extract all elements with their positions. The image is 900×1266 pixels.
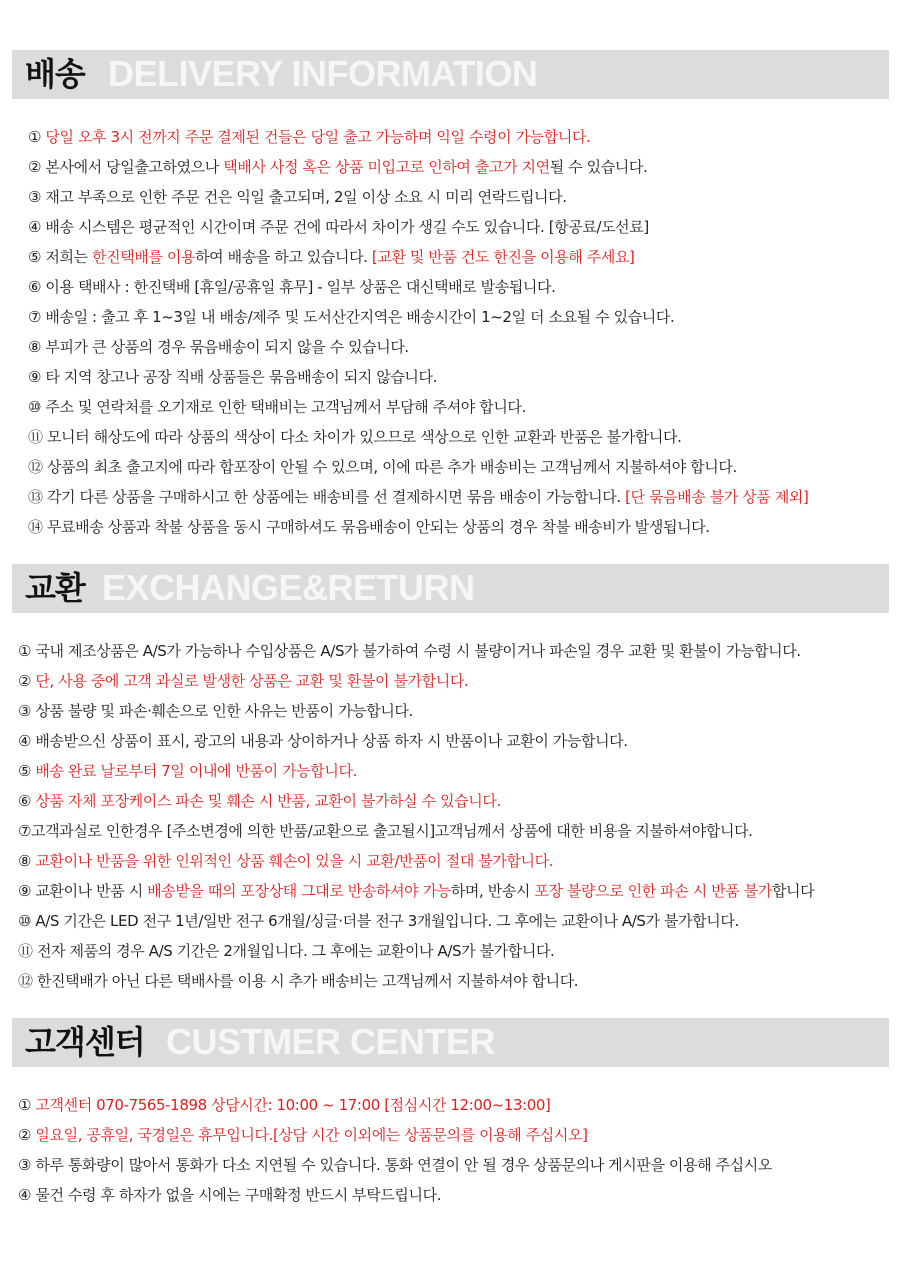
item-text: ② 본사에서 당일출고하였으나 xyxy=(28,158,224,176)
list-item xyxy=(28,482,808,512)
delivery-title-en: DELIVERY INFORMATION xyxy=(108,53,538,94)
item-text: ⑪ 모니터 해상도에 따라 상품의 색상이 다소 차이가 있으므로 색상으로 인한 교환과 반품은 불가합니다. xyxy=(28,428,682,446)
highlight-text: 당일 오후 3시 전까지 주문 결제된 건들은 당일 출고 가능하며 익일 수령이 가능합니다. xyxy=(45,128,591,146)
item-text: ② xyxy=(18,672,36,690)
exchange-list xyxy=(18,636,814,996)
item-text: ⑬ 각기 다른 상품을 구매하시고 한 상품에는 배송비를 선 결제하시면 묶음 배송이 가능합니다. xyxy=(28,488,626,506)
delivery-section-header xyxy=(12,50,889,99)
list-item xyxy=(18,786,814,816)
list-item xyxy=(28,362,808,392)
list-item xyxy=(28,272,808,302)
list-item xyxy=(18,1180,772,1210)
item-text: ⑥ 이용 택배사 : 한진택배 [휴일/공휴일 휴무] - 일부 상품은 대신택배로 발송됩니다. xyxy=(28,278,556,296)
exchange-title-en: EXCHANGE&RETURN xyxy=(102,567,475,608)
list-item xyxy=(18,1150,772,1180)
item-text: ⑤ xyxy=(18,762,36,780)
list-item xyxy=(18,816,814,846)
item-text: ④ 배송받으신 상품이 표시, 광고의 내용과 상이하거나 상품 하자 시 반품이나 교환이 가능합니다. xyxy=(18,732,628,750)
item-text: ① 국내 제조상품은 A/S가 가능하나 수입상품은 A/S가 불가하여 수령 시 불량이거나 파손일 경우 교환 및 환불이 가능합니다. xyxy=(18,642,801,660)
list-item xyxy=(28,242,808,272)
item-text: ⑦ 배송일 : 출고 후 1~3일 내 배송/제주 및 도서산간지역은 배송시간이 1~2일 더 소요될 수 있습니다. xyxy=(28,308,675,326)
item-text: ⑫ 상품의 최초 출고지에 따라 합포장이 안될 수 있으며, 이에 따른 추가 배송비는 고객님께서 지불하셔야 합니다. xyxy=(28,458,737,476)
list-item xyxy=(28,152,808,182)
item-text: ⑩ A/S 기간은 LED 전구 1년/일반 전구 6개월/싱글·더블 전구 3개월입니다. 그 후에는 교환이나 A/S가 불가합니다. xyxy=(18,912,739,930)
center-title-en: CUSTMER CENTER xyxy=(166,1021,496,1062)
delivery-title-ko: 배송 xyxy=(25,55,85,93)
list-item xyxy=(28,212,808,242)
list-item xyxy=(18,1120,772,1150)
item-text: ⑥ xyxy=(18,792,36,810)
item-text: ③ 재고 부족으로 인한 주문 건은 익일 출고되며, 2일 이상 소요 시 미리 연락드립니다. xyxy=(28,188,567,206)
center-section-header xyxy=(12,1018,889,1067)
highlight-text: 한진택배를 이용 xyxy=(92,248,196,266)
highlight-text: 포장 불량으로 인한 파손 시 반품 불가 xyxy=(534,882,772,900)
list-item xyxy=(18,1090,772,1120)
list-item xyxy=(18,936,814,966)
list-item xyxy=(18,906,814,936)
item-text: 하여 배송을 하고 있습니다. xyxy=(195,248,372,266)
center-list xyxy=(18,1090,772,1210)
list-item xyxy=(28,422,808,452)
highlight-text: 택배사 사정 혹은 상품 미입고로 인하여 출고가 지연 xyxy=(223,158,550,176)
list-item xyxy=(18,726,814,756)
item-text: ① xyxy=(18,1096,36,1114)
item-text: ⑨ 타 지역 창고나 공장 직배 상품들은 묶음배송이 되지 않습니다. xyxy=(28,368,437,386)
highlight-text: 고객센터 070-7565-1898 상담시간: 10:00 ~ 17:00 [점심시간 12:00~13:00] xyxy=(35,1096,551,1114)
center-title-ko: 고객센터 xyxy=(25,1023,145,1061)
item-text: ⑧ xyxy=(18,852,36,870)
list-item xyxy=(28,122,808,152)
delivery-list xyxy=(28,122,808,542)
item-text: ⑦고객과실로 인한경우 [주소변경에 의한 반품/교환으로 출고될시]고객님께서 상품에 대한 비용을 지불하셔야합니다. xyxy=(18,822,753,840)
item-text: ⑫ 한진택배가 아닌 다른 택배사를 이용 시 추가 배송비는 고객님께서 지불하셔야 합니다. xyxy=(18,972,579,990)
item-text: ④ 배송 시스템은 평균적인 시간이며 주문 건에 따라서 차이가 생길 수도 있습니다. [항공료/도선료] xyxy=(28,218,649,236)
highlight-text: 상품 자체 포장케이스 파손 및 훼손 시 반품, 교환이 불가하실 수 있습니다. xyxy=(35,792,501,810)
item-text: ⑩ 주소 및 연락처를 오기재로 인한 택배비는 고객님께서 부담해 주셔야 합니다. xyxy=(28,398,526,416)
item-text: 될 수 있습니다. xyxy=(549,158,648,176)
list-item xyxy=(18,696,814,726)
list-item xyxy=(18,636,814,666)
item-text: ⑭ 무료배송 상품과 착불 상품을 동시 구매하셔도 묶음배송이 안되는 상품의 경우 착불 배송비가 발생됩니다. xyxy=(28,518,710,536)
item-text: ④ 물건 수령 후 하자가 없을 시에는 구매확정 반드시 부탁드립니다. xyxy=(18,1186,442,1204)
list-item xyxy=(28,182,808,212)
list-item xyxy=(18,756,814,786)
exchange-section-header xyxy=(12,564,889,613)
highlight-text: 배송받을 때의 포장상태 그대로 반송하셔야 가능 xyxy=(147,882,451,900)
item-text: ③ 상품 불량 및 파손·훼손으로 인한 사유는 반품이 가능합니다. xyxy=(18,702,413,720)
item-text: ⑧ 부피가 큰 상품의 경우 묶음배송이 되지 않을 수 있습니다. xyxy=(28,338,409,356)
highlight-text: [단 묶음배송 불가 상품 제외] xyxy=(625,488,809,506)
list-item xyxy=(18,876,814,906)
list-item xyxy=(28,302,808,332)
list-item xyxy=(18,966,814,996)
highlight-text: 교환이나 반품을 위한 인위적인 상품 훼손이 있을 시 교환/반품이 절대 불가합니다. xyxy=(35,852,554,870)
highlight-text: 배송 완료 날로부터 7일 이내에 반품이 가능합니다. xyxy=(35,762,357,780)
list-item xyxy=(28,392,808,422)
highlight-text: 일요일, 공휴일, 국경일은 휴무입니다.[상담 시간 이외에는 상품문의를 이용해 주십시오] xyxy=(35,1126,588,1144)
list-item xyxy=(28,452,808,482)
highlight-text: [교환 및 반품 건도 한진을 이용해 주세요] xyxy=(371,248,635,266)
list-item xyxy=(28,512,808,542)
list-item xyxy=(18,846,814,876)
item-text: ⑤ 저희는 xyxy=(28,248,93,266)
item-text: ⑪ 전자 제품의 경우 A/S 기간은 2개월입니다. 그 후에는 교환이나 A/S가 불가합니다. xyxy=(18,942,555,960)
item-text: ③ 하루 통화량이 많아서 통화가 다소 지연될 수 있습니다. 통화 연결이 안 될 경우 상품문의나 게시판을 이용해 주십시오 xyxy=(18,1156,772,1174)
highlight-text: 단, 사용 중에 고객 과실로 발생한 상품은 교환 및 환불이 불가합니다. xyxy=(35,672,469,690)
list-item xyxy=(28,332,808,362)
item-text: ① xyxy=(28,128,46,146)
item-text: 하며, 반송시 xyxy=(450,882,535,900)
exchange-title-ko: 교환 xyxy=(25,569,85,607)
item-text: ⑨ 교환이나 반품 시 xyxy=(18,882,148,900)
item-text: 합니다 xyxy=(771,882,815,900)
item-text: ② xyxy=(18,1126,36,1144)
list-item xyxy=(18,666,814,696)
